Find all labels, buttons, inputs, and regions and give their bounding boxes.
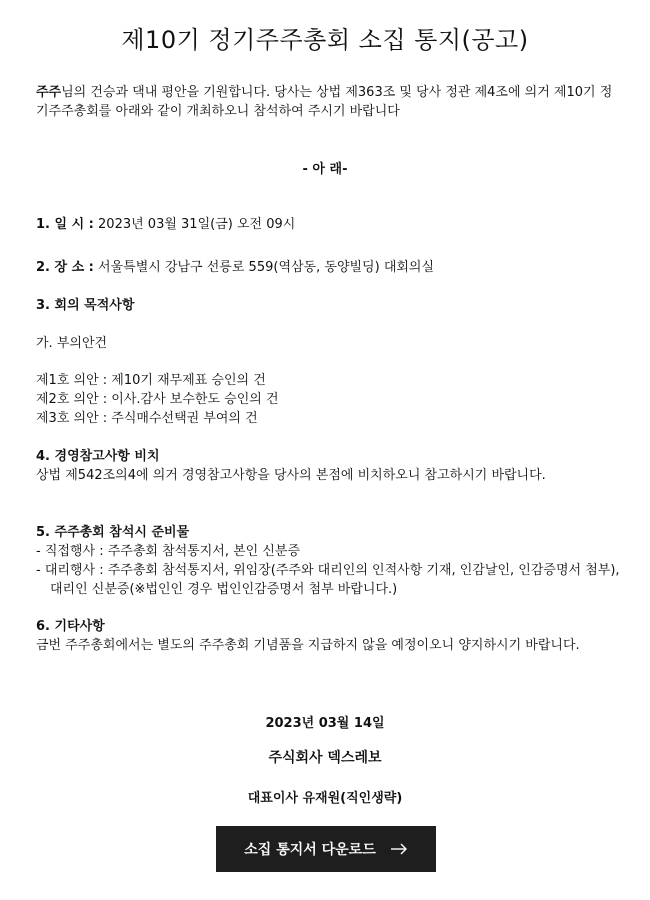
other-heading xyxy=(36,617,616,636)
intro-text: 님의 건승과 댁내 평안을 기원합니다. 당사는 상법 제363조 및 당사 정관 제4조에 의거 제10기 정기주주총회를 아래와 같이 개최하오니 참석하여 주시기 바랍니다 xyxy=(36,85,613,119)
intro-bold-prefix: 주주 xyxy=(36,85,62,100)
reference-text: 상법 제542조의4에 의거 경영참고사항을 당사의 본점에 비치하오니 참고하시기 바랍니다. xyxy=(36,468,546,483)
page-title: 제10기 정기주주총회 소집 통지(공고) xyxy=(121,26,529,54)
preparation-proxy-value: 주주총회 참석통지서, 위임장(주주와 대리인의 인적사항 기재, 인감날인, 인감증명서 첨부),대리인 신분증(※법인인 경우 법인인감증명서 첨부 바랍니다.) xyxy=(50,563,620,597)
place-item-label: 2. 장 소 : xyxy=(36,260,94,275)
preparation-heading-text: 5. 주주총회 참석시 준비물 xyxy=(36,525,190,540)
footer-date: 2023년 03월 14일 xyxy=(265,716,385,731)
preparation-heading xyxy=(36,523,616,542)
footer-ceo: 대표이사 유재원(직인생략) xyxy=(247,791,403,806)
agenda-item: 제3호 의안 : 주식매수선택권 부여의 건 xyxy=(36,411,258,426)
agenda-sub-heading: 가. 부의안건 xyxy=(36,336,108,351)
agenda-item: 제1호 의안 : 제10기 재무제표 승인의 건 xyxy=(36,373,266,388)
preparation-direct xyxy=(36,542,616,561)
agenda-item: 제2호 의안 : 이사.감사 보수한도 승인의 건 xyxy=(36,392,279,407)
preparation-proxy-label: - 대리행사 : xyxy=(36,563,108,578)
reference-heading-text: 4. 경영참고사항 비치 xyxy=(36,449,160,464)
arrow-right-icon xyxy=(390,843,408,855)
preparation-direct-value: 주주총회 참석통지서, 본인 신분증 xyxy=(107,544,301,559)
other-text: 금번 주주총회에서는 별도의 주주총회 기념품을 지급하지 않을 예정이오니 양지하시기 바랍니다. xyxy=(36,638,580,653)
preparation-proxy xyxy=(36,561,632,599)
below-label: - 아 래- xyxy=(302,162,348,177)
footer-company: 주식회사 덱스레보 xyxy=(268,750,382,766)
download-notice-button[interactable] xyxy=(216,826,436,872)
agenda-heading xyxy=(36,296,616,315)
agenda-heading-text: 3. 회의 목적사항 xyxy=(36,298,135,313)
date-item-value: 2023년 03월 31일(금) 오전 09시 xyxy=(93,217,296,232)
download-button-label: 소집 통지서 다운로드 xyxy=(244,842,376,858)
reference-heading xyxy=(36,447,616,466)
date-item xyxy=(36,215,616,234)
place-item xyxy=(36,258,616,277)
place-item-value: 서울특별시 강남구 선릉로 559(역삼동, 동양빌딩) 대회의실 xyxy=(93,260,435,275)
other-heading-text: 6. 기타사항 xyxy=(36,619,105,634)
intro-paragraph xyxy=(36,83,616,121)
date-item-label: 1. 일 시 : xyxy=(36,217,94,232)
preparation-direct-label: - 직접행사 : xyxy=(36,544,108,559)
